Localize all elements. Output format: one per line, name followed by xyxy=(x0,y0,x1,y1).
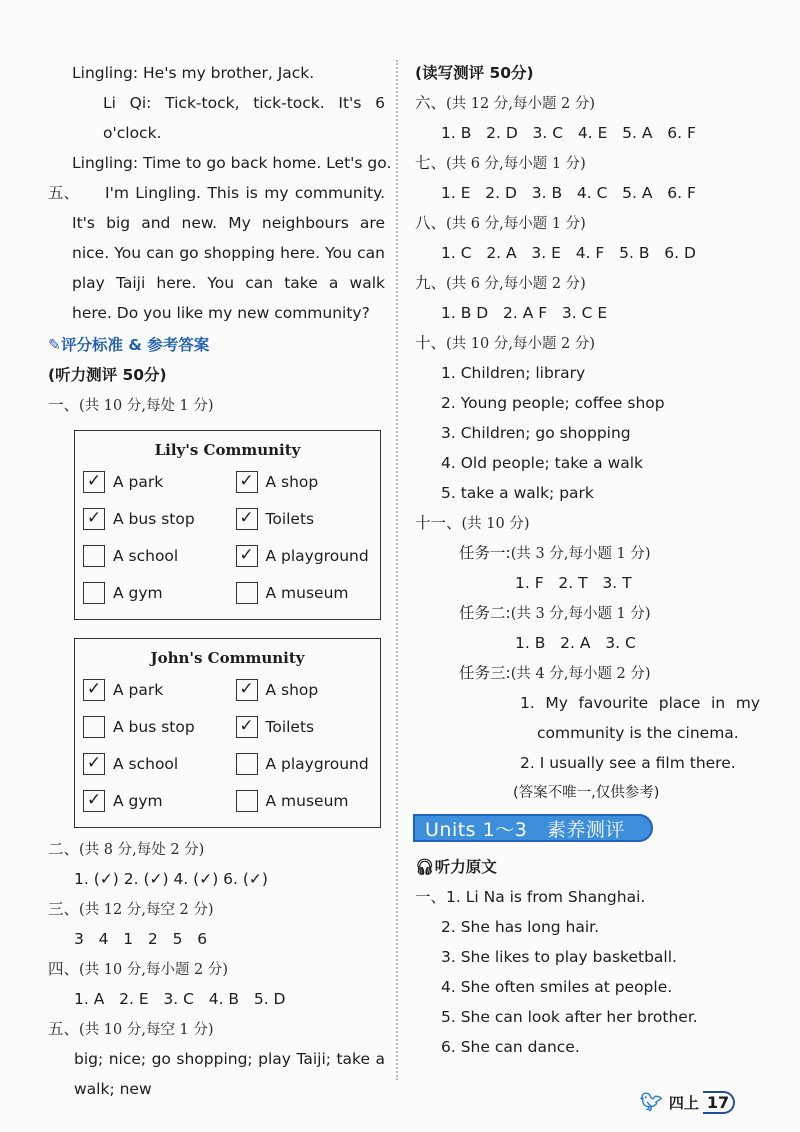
task-points: (共 3 分,每小题 1 分) xyxy=(510,606,651,622)
lily-community-table xyxy=(74,430,381,620)
section-points: (共 10 分,每小题 2 分) xyxy=(446,336,596,352)
answer-line: 5. take a walk; park xyxy=(441,484,594,502)
checkbox: ✓ xyxy=(83,508,105,530)
table-title: Lily's Community xyxy=(154,441,301,459)
answers-heading: 评分标准 & 参考答案 xyxy=(61,336,210,354)
checkbox: ✓ xyxy=(236,471,258,493)
section-points: (共 10 分,每小题 2 分) xyxy=(79,962,229,978)
section-label: 九、 xyxy=(415,274,447,292)
checkbox xyxy=(83,716,105,738)
section-label: 四、 xyxy=(48,960,80,978)
checkbox: ✓ xyxy=(83,679,105,701)
option-label: Toilets xyxy=(265,509,315,528)
answer-line: big; nice; go shopping; play Taiji; take a walk; new xyxy=(74,1050,385,1098)
checkbox: ✓ xyxy=(236,545,258,567)
checkbox xyxy=(83,582,105,604)
answer-line: 1. A 2. E 3. C 4. B 5. D xyxy=(74,990,286,1008)
dialogue-line: Lingling: Time to go back home. Let's go. xyxy=(72,154,392,172)
passage-text: I'm Lingling. This is my community. It's big and new. My neighbours are nice. You can go shopping here. You can play Taiji here. You can take a walk here. Do you like my new community? xyxy=(72,184,385,322)
answer-note: (答案不唯一,仅供参考) xyxy=(513,785,660,801)
checkbox: ✓ xyxy=(83,471,105,493)
option-label: A bus stop xyxy=(113,717,195,736)
grade-label: 四上 xyxy=(668,1094,699,1112)
script-line: 4. She often smiles at people. xyxy=(441,978,673,996)
right-column xyxy=(415,58,760,1062)
option-label: A shop xyxy=(265,680,319,699)
answer-line: 1. My favourite place in my community is the cinema. xyxy=(520,694,760,742)
option-label: A museum xyxy=(265,583,349,602)
section-points: (共 8 分,每处 2 分) xyxy=(79,842,205,858)
column-divider xyxy=(396,60,398,1080)
checkbox: ✓ xyxy=(236,716,258,738)
section-points: (共 6 分,每小题 1 分) xyxy=(446,216,586,232)
section-points: (共 10 分,每空 1 分) xyxy=(79,1022,214,1038)
answer-line: 1. B D 2. A F 3. C E xyxy=(441,304,608,322)
table-title: John's Community xyxy=(150,649,305,667)
answer-line: 1. F 2. T 3. T xyxy=(515,574,632,592)
answer-line: 1. (✓) 2. (✓) 4. (✓) 6. (✓) xyxy=(74,870,268,888)
page-footer xyxy=(640,1091,735,1114)
answer-line: 3. Children; go shopping xyxy=(441,424,631,442)
section-label: 一、 xyxy=(415,888,447,906)
task-label: 任务一: xyxy=(459,544,511,562)
section-label: 十一、 xyxy=(415,514,462,532)
pencil-icon: ✎ xyxy=(48,336,61,354)
checkbox xyxy=(83,545,105,567)
section-label: 五、 xyxy=(48,184,80,202)
dialogue-line: Li Qi: Tick-tock, tick-tock. It's 6 o'clock. xyxy=(103,94,385,142)
checkbox xyxy=(236,790,258,812)
option-label: A gym xyxy=(113,791,163,810)
answer-line: 2. Young people; coffee shop xyxy=(441,394,665,412)
answer-line: 1. B 2. A 3. C xyxy=(515,634,636,652)
reading-writing-heading: (读写测评 50分) xyxy=(415,64,534,82)
option-label: A shop xyxy=(265,472,319,491)
script-line: 3. She likes to play basketball. xyxy=(441,948,677,966)
script-line: 5. She can look after her brother. xyxy=(441,1008,698,1026)
section-label: 七、 xyxy=(415,154,447,172)
script-line: 1. Li Na is from Shanghai. xyxy=(446,888,646,906)
task-label: 任务二: xyxy=(459,604,511,622)
option-label: A museum xyxy=(265,791,349,810)
section-label: 一、 xyxy=(48,396,80,414)
checkbox: ✓ xyxy=(83,753,105,775)
answer-line: 3 4 1 2 5 6 xyxy=(74,930,208,948)
answer-line: 1. E 2. D 3. B 4. C 5. A 6. F xyxy=(441,184,696,202)
option-label: A bus stop xyxy=(113,509,195,528)
task-points: (共 4 分,每小题 2 分) xyxy=(510,666,651,682)
section-points: (共 10 分) xyxy=(461,516,530,532)
checkbox: ✓ xyxy=(236,679,258,701)
section-label: 五、 xyxy=(48,1020,80,1038)
listening-heading: (听力测评 50分) xyxy=(48,366,167,384)
section-label: 十、 xyxy=(415,334,447,352)
section-label: 二、 xyxy=(48,840,80,858)
option-label: A park xyxy=(113,472,164,491)
answer-line: 1. C 2. A 3. E 4. F 5. B 6. D xyxy=(441,244,696,262)
section-label: 八、 xyxy=(415,214,447,232)
answer-line: 4. Old people; take a walk xyxy=(441,454,644,472)
john-community-table xyxy=(74,638,381,828)
checkbox: ✓ xyxy=(236,508,258,530)
dialogue-line: Lingling: He's my brother, Jack. xyxy=(72,64,315,82)
option-label: A gym xyxy=(113,583,163,602)
answer-line: 2. I usually see a film there. xyxy=(520,754,736,772)
section-label: 六、 xyxy=(415,94,447,112)
section-points: (共 12 分,每空 2 分) xyxy=(79,902,214,918)
answer-line: 1. B 2. D 3. C 4. E 5. A 6. F xyxy=(441,124,696,142)
option-label: A playground xyxy=(265,546,369,565)
bird-icon: 🐦︎ xyxy=(640,1092,663,1113)
unit-banner: Units 1～3 素养测评 xyxy=(413,814,653,842)
option-label: A park xyxy=(113,680,164,699)
section-points: (共 6 分,每小题 2 分) xyxy=(446,276,586,292)
section-points: (共 12 分,每小题 2 分) xyxy=(446,96,596,112)
section-points: (共 6 分,每小题 1 分) xyxy=(446,156,586,172)
left-column xyxy=(48,58,392,1104)
checkbox xyxy=(236,582,258,604)
headphones-icon: 🎧︎ xyxy=(415,858,435,876)
option-label: A school xyxy=(113,754,179,773)
section-label: 三、 xyxy=(48,900,80,918)
checkbox: ✓ xyxy=(83,790,105,812)
answer-line: 1. Children; library xyxy=(441,364,586,382)
checkbox xyxy=(236,753,258,775)
section-points: (共 10 分,每处 1 分) xyxy=(79,398,214,414)
option-label: Toilets xyxy=(265,717,315,736)
script-line: 6. She can dance. xyxy=(441,1038,580,1056)
task-points: (共 3 分,每小题 1 分) xyxy=(510,546,651,562)
script-line: 2. She has long hair. xyxy=(441,918,600,936)
task-label: 任务三: xyxy=(459,664,511,682)
option-label: A school xyxy=(113,546,179,565)
page-number: 17 xyxy=(703,1091,735,1114)
script-heading: 听力原文 xyxy=(434,858,497,876)
option-label: A playground xyxy=(265,754,369,773)
